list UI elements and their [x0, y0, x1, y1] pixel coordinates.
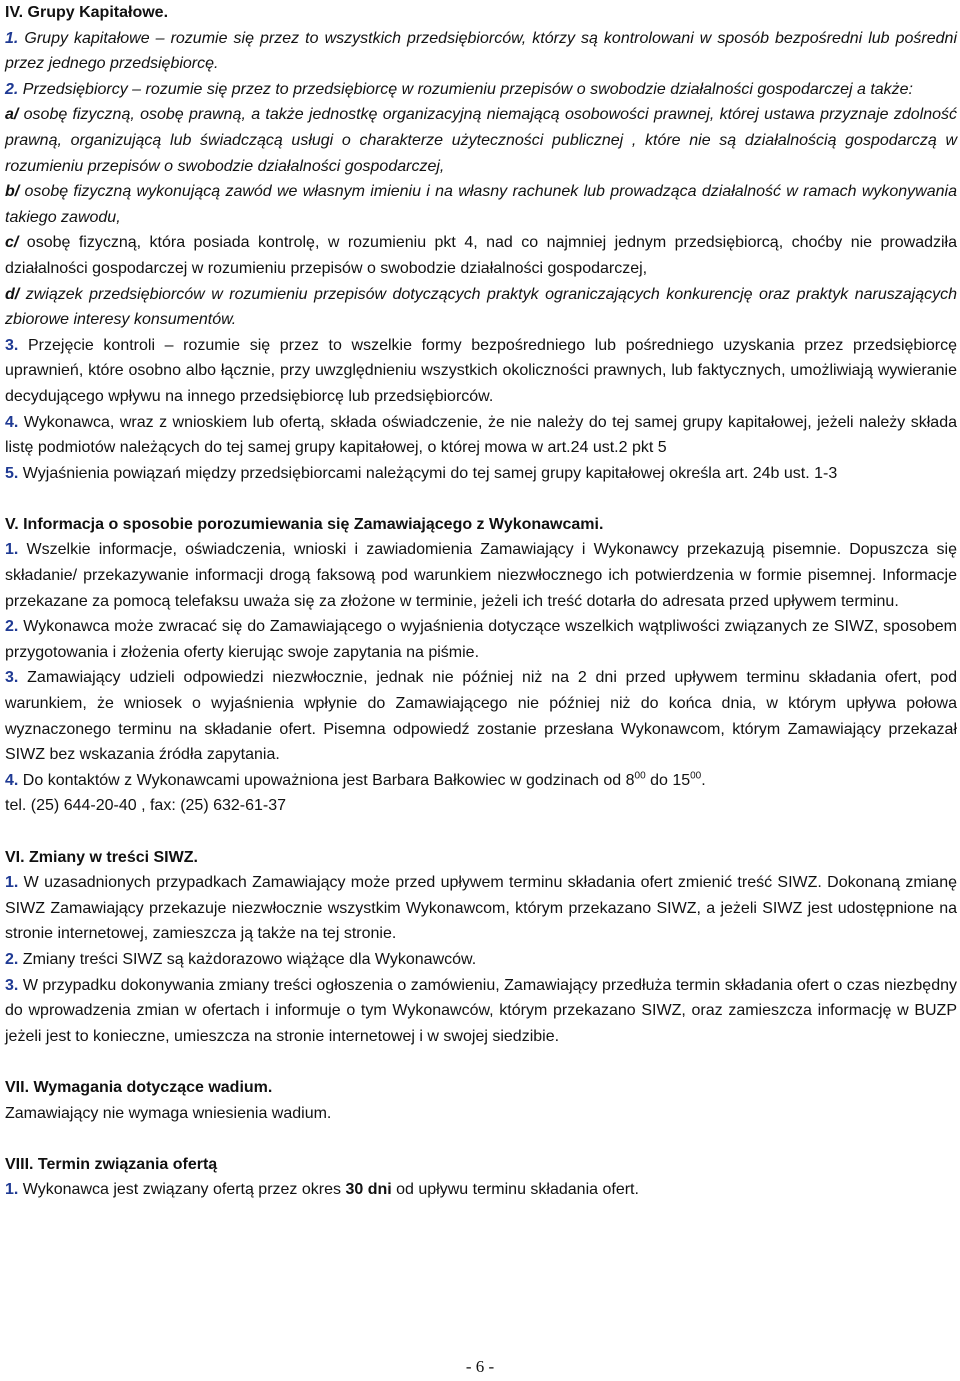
sub-item-text: osobę fizyczną, osobę prawną, a także jednostkę organizacyjną niemającą osobowości prawnej, której ustawa przyznaje zdolność prawną, organizującą lub świadczącą usługi o charakterze użyteczności publicznej , które nie są działalnością gospodarczą w rozumieniu przepisów o swobodzie działalności gospodarczej,	[5, 106, 957, 175]
sub-item-label: c/	[5, 234, 19, 252]
item-text: Zamawiający udzieli odpowiedzi niezwłocznie, jednak nie później niż na 2 dni przed upływem terminu składania ofert, pod warunkiem, że wniosek o wyjaśnienia wpłynie do Zamawiającego nie później niż do końca dnia, w którym upływa połowa wyznaczonego terminu na składanie ofert. Pisemna odpowiedź zostanie przesłana Wykonawcom, którym Zamawiający przekazał SIWZ bez wskazania źródła zapytania.	[5, 669, 957, 764]
section-heading: VII. Wymagania dotyczące wadium.	[5, 1078, 273, 1096]
sub-item	[5, 230, 957, 281]
spacer	[5, 1126, 957, 1152]
item-text: Wykonawca jest związany ofertą przez okres	[22, 1181, 346, 1199]
item-text: W przypadku dokonywania zmiany treści ogłoszenia o zamówieniu, Zamawiający przedłuża termin składania ofert o czas niezbędny do wprowadzenia zmian w ofertach i informuje o tym Wykonawców, którym przekazano SIWZ, oraz zamieszcza informację w BUZP jeżeli jest to konieczne, umieszcza na stronie internetowej i w swojej siedzibie.	[5, 976, 958, 1045]
section-porozumiewanie	[5, 512, 957, 819]
item-number: 1.	[5, 541, 19, 559]
section-heading: IV. Grupy Kapitałowe.	[5, 4, 169, 21]
section-wadium	[5, 1075, 957, 1126]
sub-item-label: d/	[5, 285, 20, 303]
item-text: Wyjaśnienia powiązań między przedsiębiorcami należącymi do tej samej grupy kapitałowej określa art. 24b ust. 1-3	[22, 464, 838, 482]
paragraph	[5, 410, 957, 461]
sub-item-text: osobę fizyczną, która posiada kontrolę, w rozumieniu pkt 4, nad co najmniej jednym przedsiębiorcą, choćby nie prowadziła działalności gospodarczej w rozumieniu przepisów o swobodzie działalności gospodarczej,	[5, 234, 958, 277]
item-number: 3.	[5, 336, 19, 354]
paragraph	[5, 333, 957, 410]
sub-item-text: osobę fizyczną wykonującą zawód we własnym imieniu i na własny rachunek lub prowadząca działalność w ramach wykonywania takiego zawodu,	[5, 183, 957, 226]
phone-line: tel. (25) 644-20-40 , fax: (25) 632-61-37	[5, 797, 287, 815]
spacer	[5, 819, 957, 845]
document-page	[5, 0, 957, 1203]
contact-text-end: .	[701, 771, 706, 789]
item-number: 1.	[5, 29, 19, 47]
paragraph	[5, 614, 957, 665]
paragraph	[5, 973, 957, 1050]
item-number: 4.	[5, 413, 19, 431]
item-text: Zmiany treści SIWZ są każdorazowo wiążące dla Wykonawców.	[22, 950, 477, 968]
sub-item	[5, 282, 957, 333]
paragraph	[5, 537, 957, 614]
section-heading: VI. Zmiany w treści SIWZ.	[5, 848, 198, 866]
paragraph: Zamawiający nie wymaga wniesienia wadium.	[5, 1104, 332, 1122]
section-termin-zwiazania	[5, 1152, 957, 1203]
item-text: Wykonawca, wraz z wnioskiem lub ofertą, składa oświadczenie, że nie należy do tej samej grupy kapitałowej, jeżeli należy składa listę podmiotów należących do tej samej grupy kapitałowej, o której mowa w art.24 ust.2 pkt 5	[5, 413, 957, 457]
contact-text-mid: do 15	[645, 771, 691, 789]
paragraph	[5, 77, 957, 103]
time-superscript: 00	[690, 770, 702, 782]
section-heading: V. Informacja o sposobie porozumiewania się Zamawiającego z Wykonawcami.	[5, 515, 604, 533]
item-number: 2.	[5, 950, 19, 968]
item-number: 1.	[5, 874, 19, 892]
item-text: Przedsiębiorcy – rozumie się przez to przedsiębiorcę w rozumieniu przepisów o swobodzie działalności gospodarczej a także:	[22, 80, 913, 98]
item-number: 3.	[5, 976, 19, 994]
days-value: 30 dni	[345, 1181, 392, 1199]
sub-item-label: a/	[5, 106, 19, 124]
item-text: Wykonawca może zwracać się do Zamawiającego o wyjaśnienia dotyczące wszelkich wątpliwości związanych ze SIWZ, sposobem przygotowania i złożenia oferty kierując swoje zapytania na piśmie.	[5, 618, 957, 661]
contact-text: Do kontaktów z Wykonawcami upoważniona jest Barbara Bałkowiec w godzinach od 8	[18, 771, 635, 789]
paragraph	[5, 947, 957, 973]
spacer	[5, 1049, 957, 1075]
paragraph	[5, 665, 957, 767]
sub-item-text: związek przedsiębiorców w rozumieniu przepisów dotyczących praktyk ograniczających konkurencję oraz praktyk naruszających zbiorowe interesy konsumentów.	[5, 285, 957, 329]
section-grupy-kapitalowe	[5, 0, 957, 486]
paragraph-contact	[5, 768, 957, 794]
spacer	[5, 486, 957, 512]
paragraph	[5, 461, 957, 487]
paragraph	[5, 1177, 957, 1203]
paragraph	[5, 870, 957, 947]
section-heading: VIII. Termin związania ofertą	[5, 1155, 218, 1173]
item-number: 5.	[5, 464, 19, 482]
page-number: - 6 -	[465, 1357, 495, 1376]
paragraph	[5, 26, 957, 77]
item-text: W uzasadnionych przypadkach Zamawiający może przed upływem terminu składania ofert zmienić treść SIWZ. Dokonaną zmianę SIWZ Zamawiający przekazuje niezwłocznie wszystkim Wykonawcom, którym przekazano SIWZ, a jeżeli SIWZ jest udostępnione na stronie internetowej, zamieszcza ją także na tej stronie.	[5, 874, 957, 943]
item-text: Grupy kapitałowe – rozumie się przez to wszystkich przedsiębiorców, którzy są kontrolowani w sposób bezpośredni lub pośredni przez jednego przedsiębiorcę.	[5, 29, 957, 73]
time-superscript: 00	[634, 770, 646, 782]
sub-item-label: b/	[5, 183, 20, 201]
section-zmiany-siwz	[5, 845, 957, 1050]
item-number: 2.	[5, 80, 19, 98]
item-number: 4.	[5, 771, 19, 789]
item-number: 3.	[5, 669, 19, 687]
sub-item	[5, 102, 957, 179]
sub-item	[5, 179, 957, 230]
item-text: Przejęcie kontroli – rozumie się przez to wszelkie formy bezpośredniego lub pośredniego uzyskania przez przedsiębiorcę uprawnień, które osobno albo łącznie, przy uwzględnieniu wszystkich okoliczności prawnych, lub faktycznych, umożliwiają wywieranie decydującego wpływu na innego przedsiębiorcę lub przedsiębiorców.	[5, 336, 958, 405]
item-text-end: od upływu terminu składania ofert.	[391, 1181, 639, 1199]
item-number: 2.	[5, 618, 19, 636]
item-number: 1.	[5, 1181, 19, 1199]
item-text: Wszelkie informacje, oświadczenia, wnioski i zawiadomienia Zamawiający i Wykonawcy przekazują pisemnie. Dopuszcza się składanie/ przekazywanie informacji drogą faksową pod warunkiem niezwłocznego ich potwierdzenia w formie pisemnej. Informacje przekazane za pomocą telefaksu uważa się za złożone w terminie, jeżeli ich treść dotarła do adresata przed upływem terminu.	[5, 541, 958, 610]
